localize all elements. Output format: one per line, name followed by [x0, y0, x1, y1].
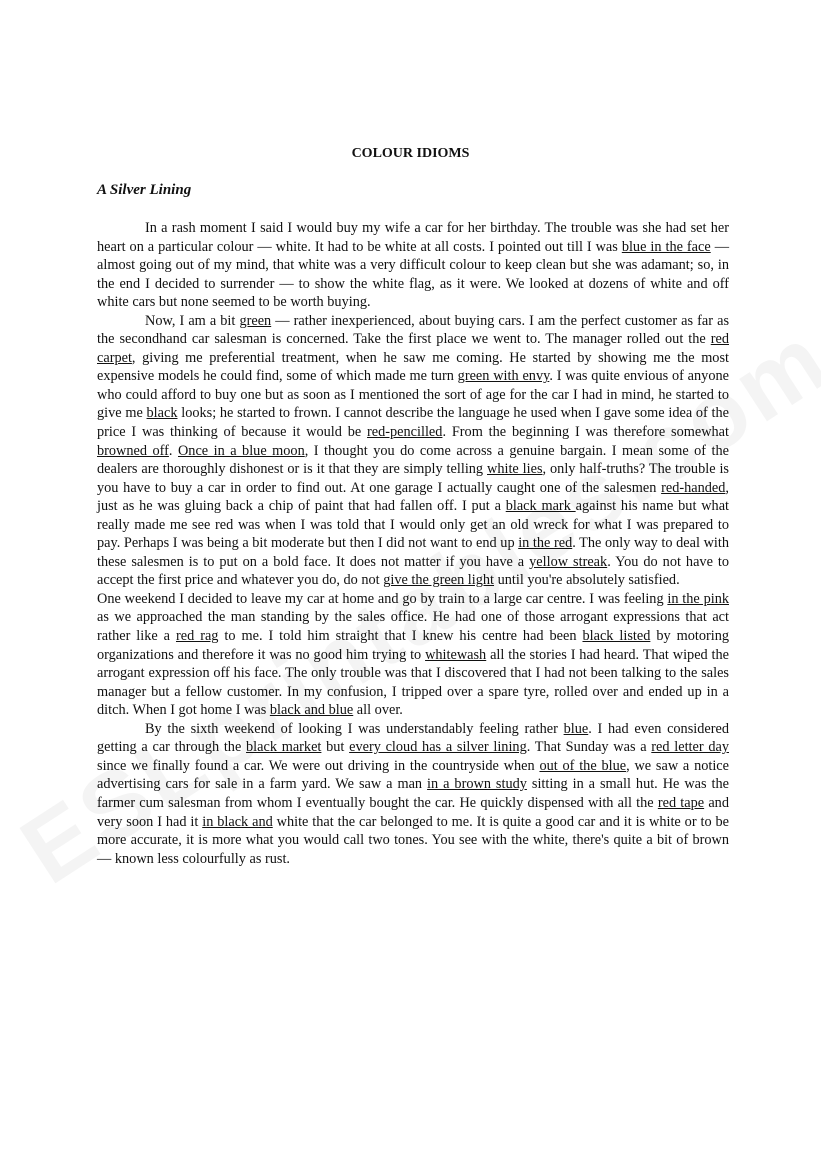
idiom: red tape	[657, 794, 705, 811]
idiom: black mark	[505, 498, 576, 515]
text-run: to me. I told him straight that I knew his centre had been	[218, 628, 583, 645]
text-run: , only half-truths? The trouble is you have to buy a car in order to find out. At one garage I actually caught one of the salesmen	[97, 461, 729, 496]
text-run: by motoring organizations and therefore it was no good him trying to	[97, 628, 729, 663]
text-run: sitting in a small hut. He was the farmer cum salesman from whom I eventually bought the car. He quickly dispensed with all the	[97, 776, 730, 811]
text-run: In a rash moment I said I would buy my wife a car for her birthday. The trouble was she had set her heart on a particular colour — white. It had to be white at all costs. I pointed out till I was	[97, 220, 729, 255]
text-run: . I was quite envious of anyone who could afford to buy one but as soon as I mentioned the sort of age for the car I had in mind, he started to give me	[97, 368, 729, 422]
idiom: whitewash	[425, 646, 487, 663]
text-run: , just as he was gluing back a chip of paint that had fallen off. I put a	[97, 479, 729, 515]
idiom: red letter day	[651, 739, 729, 756]
idiom: white lies	[487, 461, 543, 478]
text-run: . You do not have to accept the first price and whatever you do, do not	[97, 553, 730, 589]
idiom: red carpet	[97, 331, 729, 366]
text-run: . I had even considered getting a car through the	[97, 720, 729, 756]
text-run: . That Sunday was a	[526, 739, 652, 756]
idiom: red-handed	[661, 479, 726, 496]
text-run: , we saw a notice advertising cars for sale in a farm yard. We saw a man	[97, 757, 730, 793]
idiom: black	[146, 405, 178, 422]
idiom: in the red	[518, 535, 573, 552]
idiom: black and blue	[269, 702, 354, 719]
idiom: in a brown study	[427, 776, 527, 793]
idiom: in black and	[202, 813, 273, 830]
text-run: as we approached the man standing by the sales office. He had one of those arrogant expressions that act rather like a	[97, 609, 729, 645]
paragraph-2	[97, 312, 729, 590]
text-run: By the sixth weekend of looking I was understandably feeling rather	[145, 720, 564, 737]
idiom: black listed	[582, 628, 651, 645]
text-run: , giving me preferential treatment, when he saw me coming. He started by showing me the most expensive models he could find, some of which made me turn	[97, 349, 729, 385]
story-subtitle: A Silver Lining	[97, 182, 192, 198]
idiom: give the green light	[383, 572, 495, 589]
text-run: against his name but what really made me see red was when I was told that I would only get an old wreck for what I was prepared to pay. Perhaps I was being a bit moderate but then I did not want to end up	[97, 498, 730, 552]
idiom: red-pencilled	[367, 424, 443, 441]
paragraph-1	[97, 219, 729, 312]
text-run: . From the beginning I was therefore somewhat	[442, 424, 729, 441]
text-run: but	[321, 739, 350, 756]
idiom: browned off	[97, 442, 169, 459]
text-run: . The only way to deal with these salesmen is to put on a bold face. It does not matter if you have a	[97, 535, 729, 570]
text-run: One weekend I decided to leave my car at home and go by train to a large car centre. I was feeling	[97, 590, 668, 607]
text-run: and very soon I had it	[97, 794, 729, 830]
idiom: black market	[246, 739, 322, 756]
idiom: in the pink	[667, 590, 729, 607]
idiom: every cloud has a silver lining	[349, 739, 527, 756]
text-run: all the stories I had heard. That wiped the arrogant expression off his face. The only trouble was that I discovered that I had not been talking to the sales manager but a fellow customer. In my confusion, I tripped over a spare tyre, rolled over and ended up in a ditch. When I got home I was	[97, 646, 730, 719]
text-run: since we finally found a car. We were out driving in the countryside when	[97, 757, 540, 774]
paragraph-3	[97, 590, 729, 720]
text-run: Now, I am a bit	[145, 312, 240, 329]
idiom: blue	[563, 720, 589, 737]
idiom: out of the blue	[539, 757, 627, 774]
idiom: green with envy	[457, 368, 550, 385]
idiom: blue in the face	[621, 238, 711, 255]
text-run: white that the car belonged to me. It is quite a good car and it is white or to be more accurate, it is more what you would call two tones. You see with the white, there's quite a bit of brown — known less colourfully as rust.	[97, 813, 729, 867]
text-run: — rather inexperienced, about buying cars. I am the perfect customer as far as the secondhand car salesman is concerned. Take the first place we went to. The manager rolled out the	[97, 312, 730, 348]
paragraph-4	[97, 720, 729, 868]
text-run: .	[168, 442, 178, 459]
story-body	[97, 219, 729, 868]
text-run: all over.	[353, 702, 403, 719]
idiom: red rag	[175, 628, 219, 645]
text-run: looks; he started to frown. I cannot describe the language he used when I gave some idea of the price I was thinking of because it would be	[97, 405, 729, 441]
text-run: until you're absolutely satisfied.	[494, 572, 680, 589]
page-title: COLOUR IDIOMS	[351, 146, 470, 161]
text-run: , I thought you do come across a genuine bargain. I mean some of the dealers are thoroughly dishonest or is it that they are simply telling	[97, 442, 729, 478]
idiom: green	[239, 312, 272, 329]
idiom: Once in a blue moon	[177, 442, 305, 459]
text-run: — almost going out of my mind, that white was a very difficult colour to keep clean but she was adamant; so, in the end I decided to surrender — to show the white flag, as it were. We looked at dozens of white and off white cars but none seemed to be worth buying.	[97, 238, 729, 311]
idiom: yellow streak	[529, 553, 608, 570]
